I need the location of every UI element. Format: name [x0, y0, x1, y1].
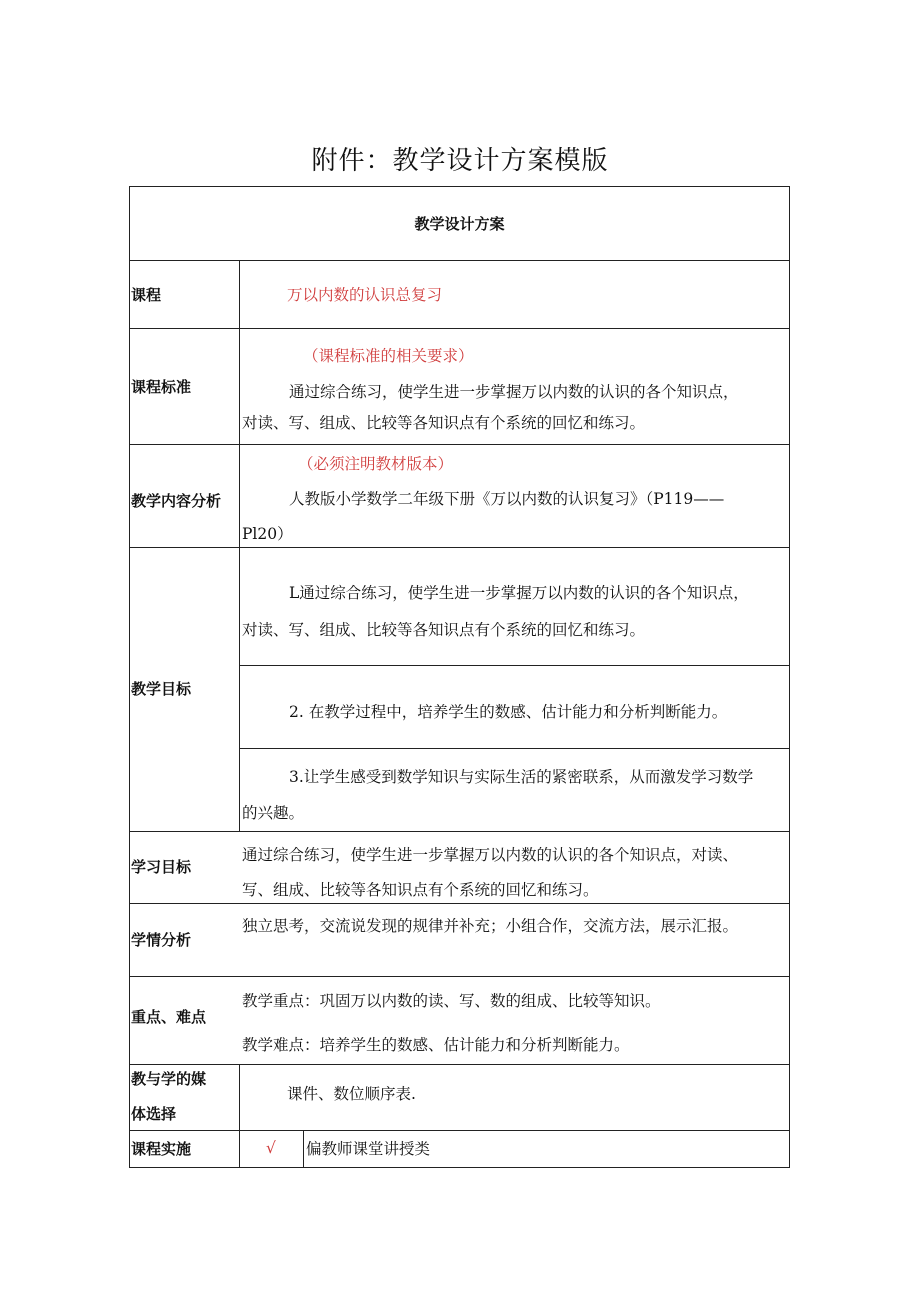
row-divider [129, 260, 790, 261]
row-divider [129, 444, 790, 445]
goal1-line2: 对读、写、组成、比较等各知识点有个系统的回忆和练习。 [242, 621, 646, 639]
column-divider [239, 260, 240, 831]
learner-analysis-label: 学情分析 [131, 931, 192, 949]
row-divider [129, 831, 790, 832]
media-label-line2: 体选择 [131, 1105, 177, 1123]
learning-goals-line2: 写、组成、比较等各知识点有个系统的回忆和练习。 [242, 881, 599, 899]
row-divider [129, 1130, 790, 1131]
document-title: 附件：教学设计方案模版 [311, 146, 609, 176]
course-value: 万以内数的认识总复习 [287, 286, 443, 304]
learning-goals-label: 学习目标 [131, 858, 192, 876]
goal3-line2: 的兴趣。 [242, 804, 305, 822]
content-analysis-line1: 人教版小学数学二年级下册《万以内数的认识复习》（P119—— [289, 490, 725, 508]
row-divider [129, 976, 790, 977]
content-analysis-label: 教学内容分析 [131, 492, 222, 510]
goal2: 2. 在教学过程中，培养学生的数感、估计能力和分析判断能力。 [289, 703, 728, 721]
lesson-plan-table [129, 186, 790, 1168]
goal-divider [239, 665, 790, 666]
goal-divider [239, 748, 790, 749]
standard-text-line2: 对读、写、组成、比较等各知识点有个系统的回忆和练习。 [242, 414, 646, 432]
column-divider [303, 1130, 304, 1168]
course-label: 课程 [131, 286, 162, 304]
standard-hint: （课程标准的相关要求） [303, 347, 474, 365]
media-value: 课件、数位顺序表. [287, 1085, 416, 1103]
implementation-label: 课程实施 [131, 1140, 192, 1158]
standard-label: 课程标准 [131, 378, 192, 396]
check-mark: √ [266, 1139, 276, 1157]
key-point-text: 教学重点：巩固万以内数的读、写、数的组成、比较等知识。 [242, 992, 661, 1010]
row-divider [129, 328, 790, 329]
table-header: 教学设计方案 [414, 215, 505, 233]
content-analysis-hint: （必须注明教材版本） [298, 455, 454, 473]
implementation-value: 偏教师课堂讲授类 [306, 1140, 431, 1158]
goal3-line1: 3.让学生感受到数学知识与实际生活的紧密联系，从而激发学习数学 [289, 768, 754, 786]
difficult-point-text: 教学难点：培养学生的数感、估计能力和分析判断能力。 [242, 1036, 630, 1054]
column-divider [239, 1064, 240, 1168]
standard-text-line1: 通过综合练习，使学生进一步掌握万以内数的认识的各个知识点， [289, 383, 739, 401]
key-points-label: 重点、难点 [131, 1008, 207, 1026]
teaching-goals-label: 教学目标 [131, 680, 192, 698]
learning-goals-line1: 通过综合练习，使学生进一步掌握万以内数的认识的各个知识点，对读、 [242, 846, 739, 864]
content-analysis-line2: Pl20） [242, 525, 293, 543]
media-label-line1: 教与学的媒 [131, 1070, 207, 1088]
learner-analysis-value: 独立思考，交流说发现的规律并补充；小组合作，交流方法，展示汇报。 [242, 917, 739, 935]
row-divider [129, 547, 790, 548]
row-divider [129, 903, 790, 904]
row-divider [129, 1064, 790, 1065]
goal1-line1: L通过综合练习，使学生进一步掌握万以内数的认识的各个知识点， [289, 584, 749, 602]
